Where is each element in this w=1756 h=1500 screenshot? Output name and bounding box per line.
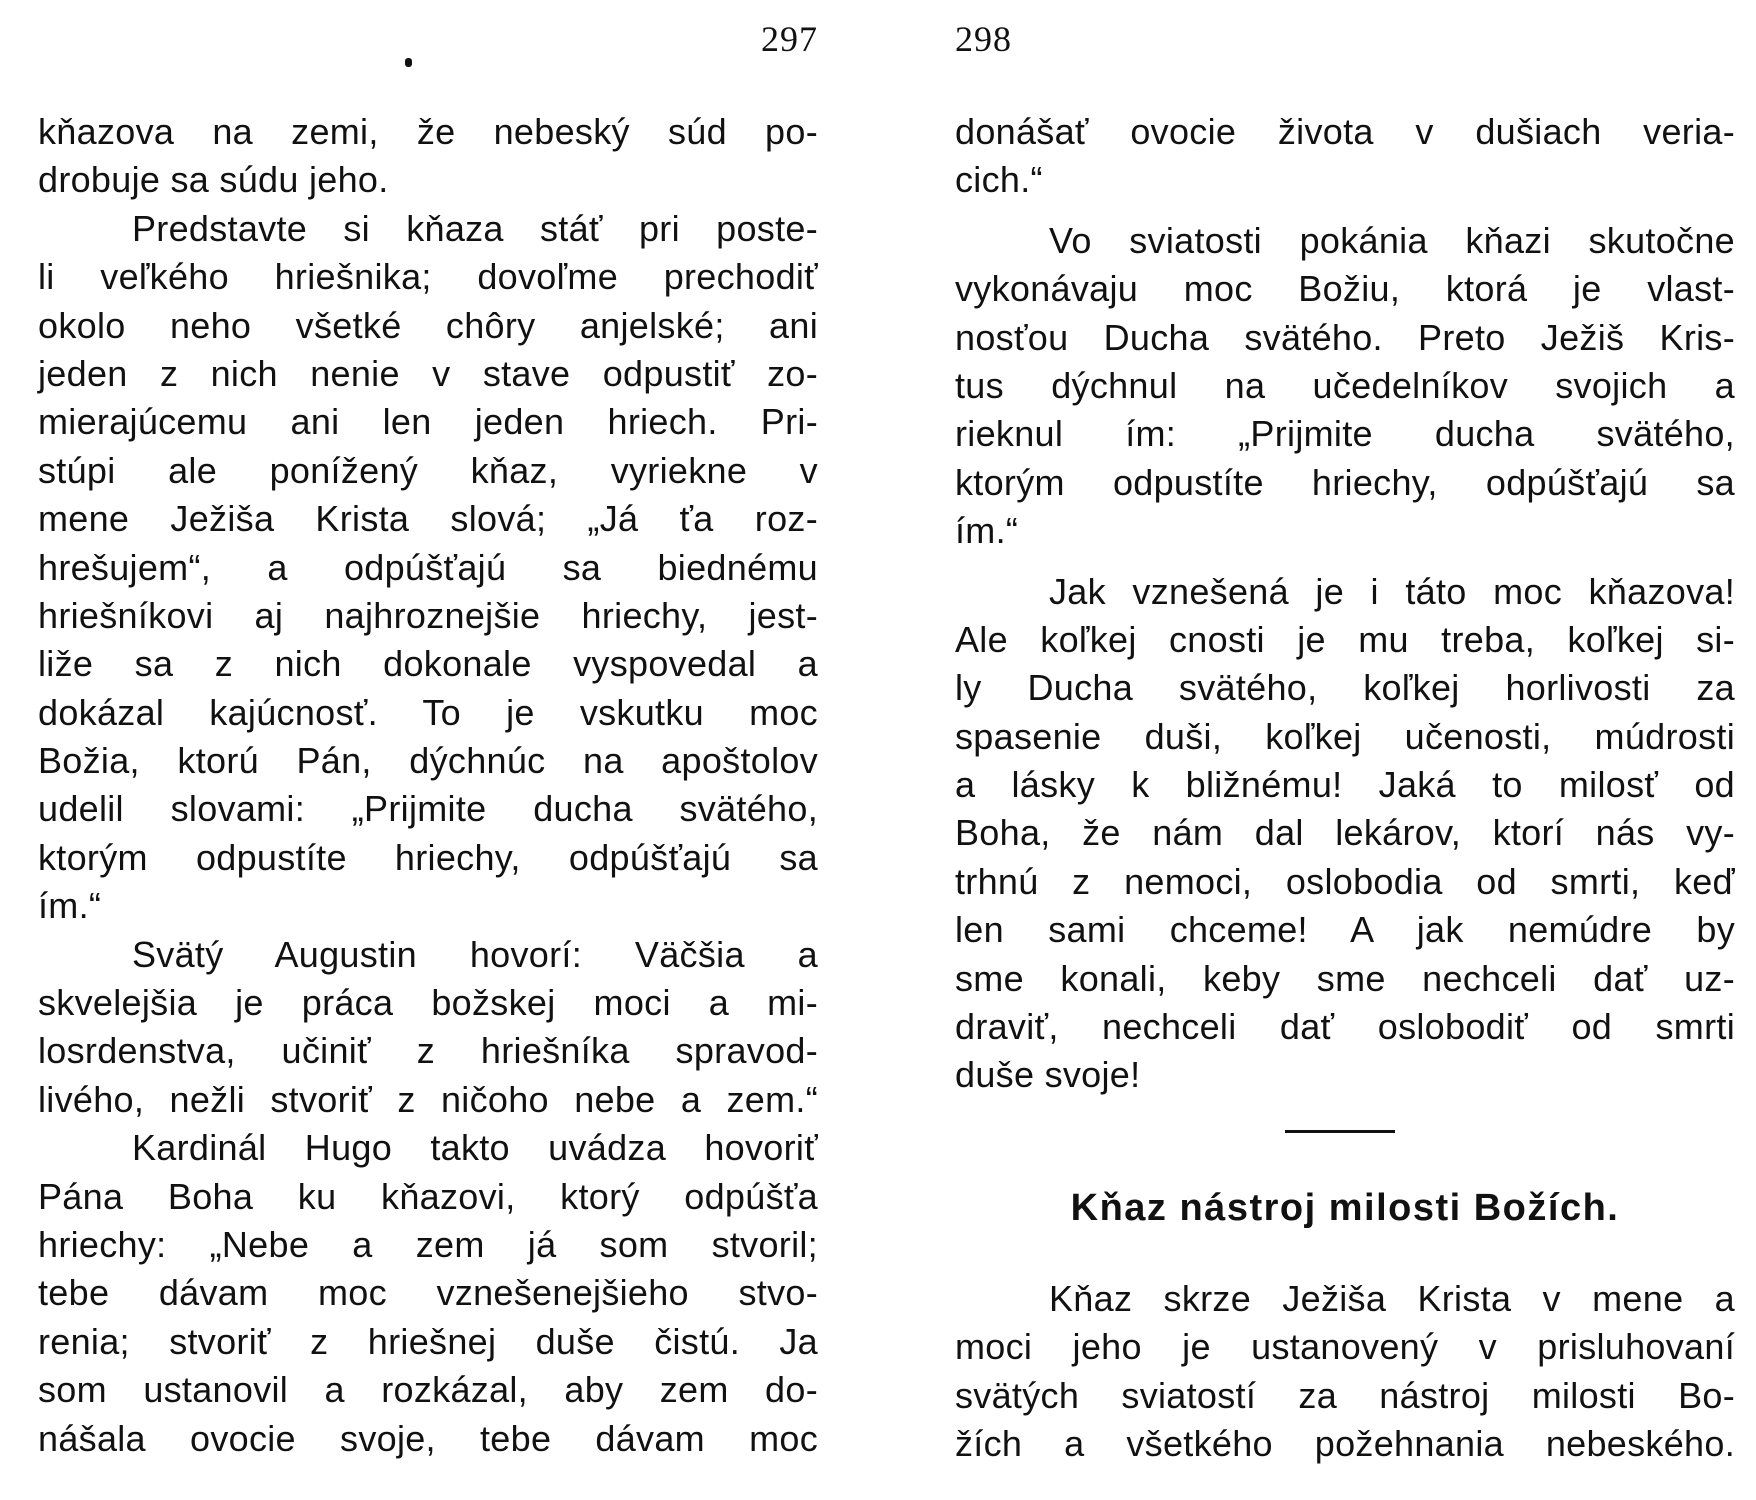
text-line: Božia, ktorú Pán, dýchnúc na apoštolov xyxy=(38,740,818,782)
text-line: renia; stvoriť z hriešnej duše čistú. Ja xyxy=(38,1320,818,1362)
text-line: hriešníkovi aj najhroznejšie hriechy, jest- xyxy=(38,594,818,636)
text-line: draviť, nechceli dať oslobodiť od smrti xyxy=(955,1006,1735,1048)
text-line: mierajúcemu ani len jeden hriech. Pri- xyxy=(38,401,818,443)
text-line: sme konali, keby sme nechceli dať uz- xyxy=(955,957,1735,999)
text-line: moci jeho je ustanovený v prisluhovaní xyxy=(955,1326,1735,1368)
ink-speck xyxy=(405,58,412,67)
text-line: cich.“ xyxy=(955,159,1043,201)
section-divider xyxy=(1285,1130,1395,1133)
text-line: Pána Boha ku kňazovi, ktorý odpúšťa xyxy=(38,1175,818,1217)
text-line: nosťou Ducha svätého. Preto Ježiš Kris- xyxy=(955,316,1735,358)
text-line: udelil slovami: „Prijmite ducha svätého, xyxy=(38,788,818,830)
text-line: jeden z nich nenie v stave odpustiť zo- xyxy=(38,352,818,394)
text-line: hrešujem“, a odpúšťajú sa biednému xyxy=(38,546,818,588)
text-line: spasenie duši, koľkej učenosti, múdrosti xyxy=(955,715,1735,757)
text-line: ktorým odpustíte hriechy, odpúšťajú sa xyxy=(955,461,1735,503)
left-page xyxy=(38,0,818,1500)
left-page-text xyxy=(38,108,818,1463)
text-line: dokázal kajúcnosť. To je vskutku moc xyxy=(38,691,818,733)
text-line: svätých sviatostí za nástroj milosti Bo- xyxy=(955,1374,1735,1416)
text-line: mene Ježiša Krista slová; „Já ťa roz- xyxy=(38,498,818,540)
text-line: Predstavte si kňaza stáť pri poste- xyxy=(132,207,818,249)
text-line: Boha, že nám dal lekárov, ktorí nás vy- xyxy=(955,812,1735,854)
text-line: drobuje sa súdu jeho. xyxy=(38,159,389,201)
text-line: žích a všetkého požehnania nebeského. xyxy=(955,1422,1735,1464)
right-page-text xyxy=(955,108,1735,1468)
text-line: len sami chceme! A jak nemúdre by xyxy=(955,909,1735,951)
text-line: li veľkého hriešnika; dovoľme prechodiť xyxy=(38,256,818,298)
text-line: vykonávaju moc Božiu, ktorá je vlast- xyxy=(955,268,1735,310)
right-page xyxy=(955,0,1735,1500)
text-line: Kňaz skrze Ježiša Krista v mene a xyxy=(1049,1277,1735,1319)
text-line: ím.“ xyxy=(955,510,1019,552)
page-number-right: 298 xyxy=(955,19,1012,59)
text-line: duše svoje! xyxy=(955,1054,1141,1096)
text-line: ly Ducha svätého, koľkej horlivosti za xyxy=(955,667,1735,709)
section-heading: Kňaz nástroj milosti Božích. xyxy=(1070,1186,1620,1229)
text-line: tus dýchnul na učedelníkov svojich a xyxy=(955,364,1735,406)
text-line: Vo sviatosti pokánia kňazi skutočne xyxy=(1049,219,1735,261)
text-line: rieknul ím: „Prijmite ducha svätého, xyxy=(955,413,1735,455)
text-line: hriechy: „Nebe a zem já som stvoril; xyxy=(38,1223,818,1265)
page-number-left: 297 xyxy=(761,19,818,59)
text-line: losrdenstva, učiniť z hriešníka spravod- xyxy=(38,1030,818,1072)
text-line: a lásky k bližnému! Jaká to milosť od xyxy=(955,764,1735,806)
text-line: kňazova na zemi, že nebeský súd po- xyxy=(38,111,818,152)
text-line: trhnú z nemoci, oslobodia od smrti, keď xyxy=(955,860,1735,902)
text-line: tebe dávam moc vznešenejšieho stvo- xyxy=(38,1272,818,1314)
text-line: nášala ovocie svoje, tebe dávam moc xyxy=(38,1417,818,1459)
text-line: Jak vznešená je i táto moc kňazova! xyxy=(1049,570,1735,612)
text-line: ím.“ xyxy=(38,885,102,927)
text-line: ktorým odpustíte hriechy, odpúšťajú sa xyxy=(38,836,818,878)
text-line: donášať ovocie života v dušiach veria- xyxy=(955,111,1735,152)
text-line: okolo neho všetké chôry anjelské; ani xyxy=(38,304,818,346)
text-line: stúpi ale ponížený kňaz, vyriekne v xyxy=(38,449,818,491)
text-line: livého, nežli stvoriť z ničoho nebe a zem.“ xyxy=(38,1078,818,1120)
text-line: Kardinál Hugo takto uvádza hovoriť xyxy=(132,1127,818,1169)
text-line: Svätý Augustin hovorí: Väčšia a xyxy=(132,933,818,975)
text-line: skvelejšia je práca božskej moci a mi- xyxy=(38,982,818,1024)
text-line: liže sa z nich dokonale vyspovedal a xyxy=(38,643,818,685)
text-line: Ale koľkej cnosti je mu treba, koľkej si- xyxy=(955,618,1735,660)
text-line: som ustanovil a rozkázal, aby zem do- xyxy=(38,1369,818,1411)
